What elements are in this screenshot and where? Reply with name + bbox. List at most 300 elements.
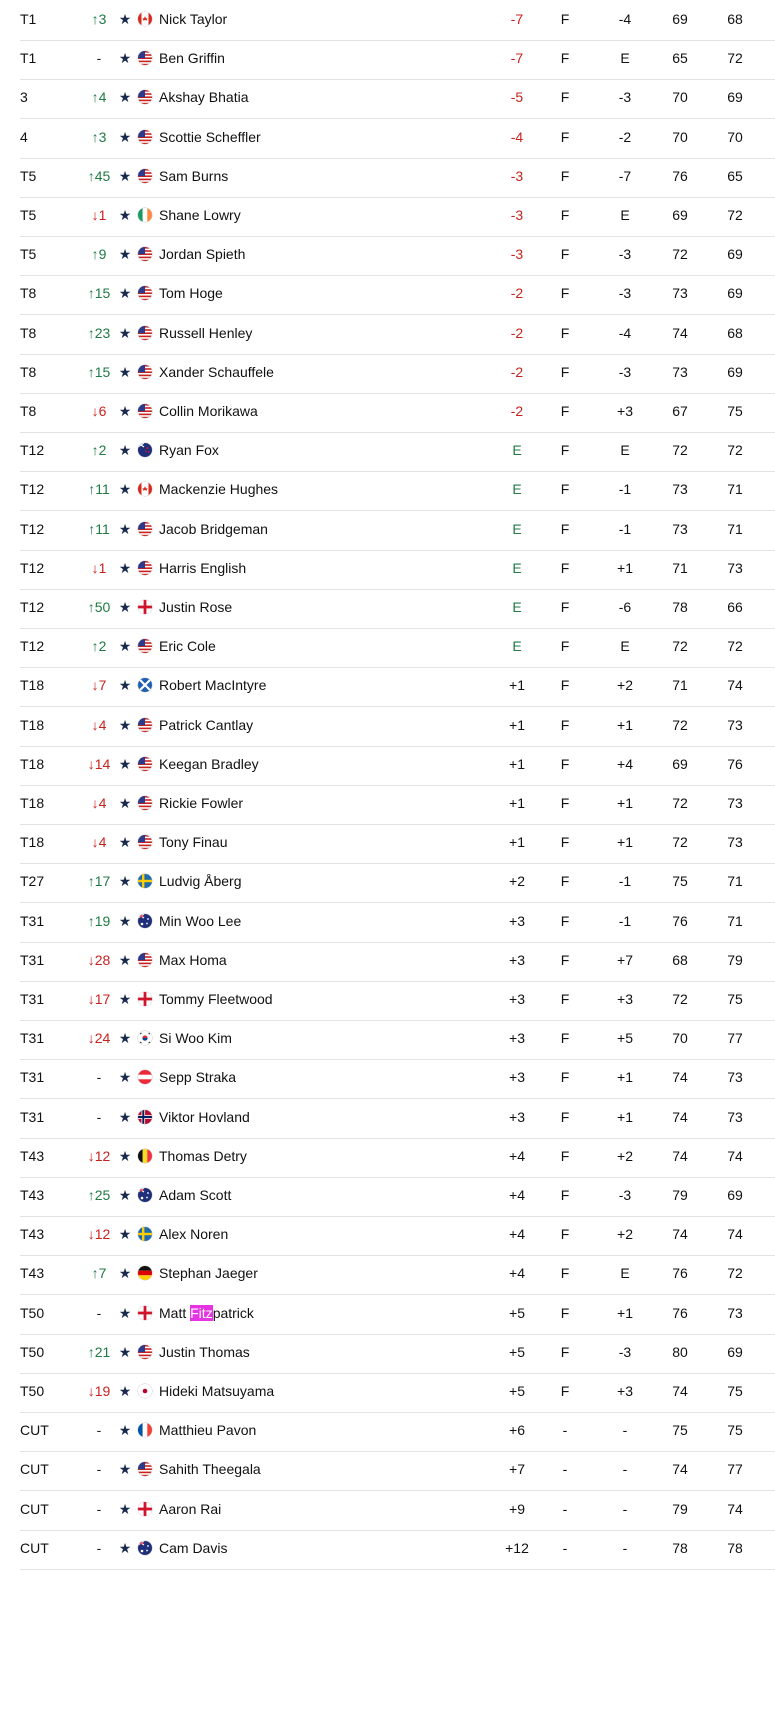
today-score: -3	[618, 363, 632, 380]
position-movement: ↑50	[87, 599, 111, 615]
country-flag-icon	[138, 1345, 152, 1359]
favorite-star-icon[interactable]: ★	[118, 755, 132, 772]
favorite-star-icon[interactable]: ★	[118, 285, 132, 302]
total-to-par: -3	[510, 167, 524, 184]
leaderboard-row[interactable]	[20, 194, 775, 237]
favorite-star-icon[interactable]: ★	[118, 1226, 132, 1243]
round-2-score: 73	[727, 1069, 743, 1086]
leaderboard-row[interactable]	[20, 116, 775, 159]
favorite-star-icon[interactable]: ★	[118, 403, 132, 419]
country-flag-icon	[138, 1423, 152, 1437]
favorite-star-icon[interactable]: ★	[118, 638, 132, 655]
position: T1	[20, 11, 37, 27]
leaderboard-row[interactable]	[20, 978, 775, 1021]
player-name[interactable]: Scottie Scheffler	[159, 128, 261, 145]
thru: F	[560, 442, 570, 459]
position-movement: ↑15	[87, 285, 111, 302]
total-to-par: +5	[509, 1343, 525, 1360]
round-1-score: 70	[672, 89, 688, 106]
favorite-star-icon[interactable]: ★	[118, 89, 132, 106]
player-name[interactable]: Collin Morikawa	[159, 403, 258, 419]
leaderboard-row[interactable]	[20, 743, 775, 786]
country-flag-icon	[138, 522, 152, 536]
favorite-star-icon[interactable]: ★	[118, 481, 132, 498]
country-flag-icon	[138, 561, 152, 575]
player-name[interactable]: Justin Thomas	[159, 1343, 250, 1360]
leaderboard-row[interactable]	[20, 76, 775, 119]
favorite-star-icon[interactable]: ★	[118, 207, 132, 223]
favorite-star-icon[interactable]: ★	[118, 677, 132, 694]
player-name[interactable]: Adam Scott	[159, 1187, 232, 1203]
favorite-star-icon[interactable]: ★	[118, 599, 132, 615]
position-movement: -	[96, 1304, 102, 1321]
favorite-star-icon[interactable]: ★	[118, 1422, 132, 1439]
leaderboard-row[interactable]	[20, 1056, 775, 1099]
leaderboard-row[interactable]	[20, 821, 775, 864]
leaderboard-row[interactable]	[20, 1096, 775, 1139]
favorite-star-icon[interactable]: ★	[118, 363, 132, 380]
leaderboard-row[interactable]	[20, 586, 775, 629]
country-flag-icon	[138, 639, 152, 653]
favorite-star-icon[interactable]: ★	[118, 50, 132, 67]
player-name[interactable]: Min Woo Lee	[159, 912, 242, 929]
round-1-score: 75	[672, 873, 688, 890]
position-movement: -	[96, 1422, 102, 1439]
position-movement: ↓1	[91, 559, 107, 576]
leaderboard-row[interactable]	[20, 782, 775, 825]
favorite-star-icon[interactable]: ★	[118, 873, 132, 890]
today-score: -	[622, 1500, 628, 1517]
thru: F	[560, 246, 570, 263]
round-2-score: 69	[727, 89, 743, 106]
round-2-score: 73	[727, 716, 743, 733]
leaderboard-row[interactable]	[20, 860, 775, 903]
leaderboard-row[interactable]	[20, 547, 775, 590]
favorite-star-icon[interactable]: ★	[118, 1500, 132, 1517]
favorite-star-icon[interactable]: ★	[118, 795, 132, 811]
round-2-score: 72	[727, 1265, 743, 1282]
today-score: -1	[618, 481, 632, 498]
total-to-par: +7	[509, 1461, 525, 1478]
player-name[interactable]	[159, 1292, 459, 1334]
round-1-score: 73	[672, 363, 688, 380]
thru: F	[560, 285, 570, 302]
country-flag-icon	[138, 757, 152, 771]
total-to-par: +1	[509, 795, 525, 811]
total-to-par: -7	[510, 11, 524, 27]
player-name[interactable]: Matthieu Pavon	[159, 1422, 257, 1439]
favorite-star-icon[interactable]: ★	[118, 442, 132, 459]
player-name[interactable]: Robert MacIntyre	[159, 677, 267, 694]
player-name[interactable]: Shane Lowry	[159, 207, 241, 223]
favorite-star-icon[interactable]: ★	[118, 912, 132, 929]
position-movement: ↓4	[91, 834, 107, 851]
leaderboard-row[interactable]	[20, 1252, 775, 1295]
round-2-score: 75	[727, 1383, 743, 1399]
thru: F	[560, 50, 570, 67]
position-movement: ↑17	[87, 873, 111, 890]
position: T18	[20, 755, 45, 772]
round-2-score: 72	[727, 442, 743, 459]
player-name[interactable]: Sepp Straka	[159, 1069, 237, 1086]
player-name[interactable]: Rickie Fowler	[159, 795, 244, 811]
position-movement: ↓24	[87, 1030, 111, 1047]
player-name[interactable]: Aaron Rai	[159, 1500, 222, 1517]
leaderboard-row[interactable]	[20, 351, 775, 394]
today-score: +1	[617, 559, 633, 576]
country-flag-icon	[138, 718, 152, 732]
round-1-score: 76	[672, 912, 688, 929]
leaderboard-row[interactable]	[20, 312, 775, 355]
country-flag-icon	[138, 443, 152, 457]
position-movement: ↓4	[91, 795, 107, 811]
player-name[interactable]: Sam Burns	[159, 167, 229, 184]
round-1-score: 72	[672, 716, 688, 733]
today-score: -	[622, 1461, 628, 1478]
position: T43	[20, 1226, 45, 1243]
country-flag-icon	[138, 247, 152, 261]
player-name[interactable]: Si Woo Kim	[159, 1030, 232, 1047]
round-2-score: 74	[727, 1226, 743, 1243]
country-flag-icon	[138, 1462, 152, 1476]
player-name[interactable]: Max Homa	[159, 951, 227, 968]
round-1-score: 65	[672, 50, 688, 67]
round-1-score: 72	[672, 795, 688, 811]
thru: F	[560, 1265, 570, 1282]
leaderboard-row[interactable]	[20, 1017, 775, 1060]
total-to-par: +2	[509, 873, 525, 890]
country-flag-icon	[138, 914, 152, 928]
player-name-part: Matt	[159, 1304, 191, 1321]
round-1-score: 76	[672, 1265, 688, 1282]
thru: F	[560, 834, 570, 851]
today-score: -3	[618, 285, 632, 302]
player-name[interactable]: Cam Davis	[159, 1539, 228, 1556]
favorite-star-icon[interactable]: ★	[118, 324, 132, 341]
total-to-par: +1	[509, 716, 525, 733]
thru: -	[562, 1422, 568, 1439]
position: T12	[20, 559, 45, 576]
round-2-score: 73	[727, 795, 743, 811]
round-1-score: 69	[672, 755, 688, 772]
country-flag-icon	[138, 90, 152, 104]
today-score: -1	[618, 873, 632, 890]
thru: F	[560, 1304, 570, 1321]
today-score: +5	[617, 1030, 633, 1047]
today-score: +2	[617, 1226, 633, 1243]
position: T50	[20, 1304, 45, 1321]
player-name[interactable]: Akshay Bhatia	[159, 89, 249, 106]
country-flag-icon	[138, 796, 152, 810]
position: CUT	[20, 1422, 49, 1439]
position-movement: ↑4	[91, 89, 107, 106]
round-1-score: 74	[672, 1461, 688, 1478]
thru: F	[560, 207, 570, 223]
leaderboard-row[interactable]	[20, 1135, 775, 1178]
today-score: -1	[618, 520, 632, 537]
thru: F	[560, 520, 570, 537]
round-1-score: 71	[672, 559, 688, 576]
round-2-score: 73	[727, 559, 743, 576]
position: T8	[20, 324, 37, 341]
leaderboard-row[interactable]	[20, 1527, 775, 1570]
player-name[interactable]: Jacob Bridgeman	[159, 520, 268, 537]
thru: F	[560, 1226, 570, 1243]
favorite-star-icon[interactable]: ★	[118, 1030, 132, 1047]
favorite-star-icon[interactable]: ★	[118, 1539, 132, 1556]
player-name[interactable]: Harris English	[159, 559, 247, 576]
round-1-score: 74	[672, 1147, 688, 1164]
today-score: +3	[617, 403, 633, 419]
country-flag-icon	[138, 482, 152, 496]
leaderboard-row[interactable]	[20, 664, 775, 707]
player-name[interactable]: Ludvig Åberg	[159, 873, 242, 890]
position-movement: ↑25	[87, 1187, 111, 1203]
round-2-score: 69	[727, 1343, 743, 1360]
country-flag-icon	[138, 51, 152, 65]
leaderboard-row[interactable]	[20, 900, 775, 943]
leaderboard-row[interactable]	[20, 429, 775, 472]
position: T43	[20, 1265, 45, 1282]
leaderboard-row[interactable]	[20, 155, 775, 198]
player-name[interactable]: Tom Hoge	[159, 285, 223, 302]
today-score: -3	[618, 1187, 632, 1203]
leaderboard-row[interactable]	[20, 468, 775, 511]
leaderboard-row[interactable]	[20, 1213, 775, 1256]
country-flag-icon	[138, 835, 152, 849]
position-movement: ↑11	[88, 520, 110, 537]
position: CUT	[20, 1539, 49, 1556]
today-score: +7	[617, 951, 633, 968]
round-2-score: 73	[727, 1304, 743, 1321]
favorite-star-icon[interactable]: ★	[118, 11, 132, 27]
today-score: -3	[618, 246, 632, 263]
player-name[interactable]: Tommy Fleetwood	[159, 991, 273, 1007]
position-movement: ↑3	[91, 128, 107, 145]
position-movement: ↑21	[87, 1343, 111, 1360]
favorite-star-icon[interactable]: ★	[118, 1187, 132, 1203]
leaderboard-row[interactable]	[20, 1448, 775, 1491]
total-to-par: E	[512, 559, 522, 576]
total-to-par: +1	[509, 755, 525, 772]
player-name[interactable]: Tony Finau	[159, 834, 228, 851]
thru: F	[560, 1187, 570, 1203]
favorite-star-icon[interactable]: ★	[118, 834, 132, 851]
position-movement: ↑45	[87, 167, 111, 184]
favorite-star-icon[interactable]: ★	[118, 1265, 132, 1282]
position-movement: ↑19	[87, 912, 111, 929]
position-movement: -	[96, 1108, 102, 1125]
round-2-score: 72	[727, 638, 743, 655]
favorite-star-icon[interactable]: ★	[118, 951, 132, 968]
position-movement: ↑11	[88, 481, 110, 498]
position: T5	[20, 246, 37, 263]
favorite-star-icon[interactable]: ★	[118, 716, 132, 733]
round-1-score: 74	[672, 1108, 688, 1125]
total-to-par: +3	[509, 951, 525, 968]
total-to-par: +9	[509, 1500, 525, 1517]
favorite-star-icon[interactable]: ★	[118, 1108, 132, 1125]
country-flag-icon	[138, 1149, 152, 1163]
round-1-score: 69	[672, 11, 688, 27]
country-flag-icon	[138, 1031, 152, 1045]
player-name[interactable]: Nick Taylor	[159, 11, 228, 27]
position: T27	[20, 873, 45, 890]
position: CUT	[20, 1461, 49, 1478]
country-flag-icon	[138, 208, 152, 222]
leaderboard-row[interactable]	[20, 37, 775, 80]
thru: F	[560, 755, 570, 772]
favorite-star-icon[interactable]: ★	[118, 246, 132, 263]
position-movement: ↑2	[91, 638, 107, 655]
favorite-star-icon[interactable]: ★	[118, 559, 132, 576]
round-1-score: 79	[672, 1500, 688, 1517]
position: T12	[20, 599, 45, 615]
position-movement: -	[96, 50, 102, 67]
player-name[interactable]: Viktor Hovland	[159, 1108, 250, 1125]
round-1-score: 76	[672, 167, 688, 184]
round-1-score: 79	[672, 1187, 688, 1203]
thru: F	[560, 128, 570, 145]
position-movement: ↓6	[91, 403, 107, 419]
player-name[interactable]: Hideki Matsuyama	[159, 1383, 275, 1399]
leaderboard-row[interactable]	[20, 625, 775, 668]
round-2-score: 66	[727, 599, 743, 615]
round-1-score: 74	[672, 1069, 688, 1086]
country-flag-icon	[138, 1266, 152, 1280]
total-to-par: +5	[509, 1383, 525, 1399]
favorite-star-icon[interactable]: ★	[118, 1461, 132, 1478]
player-name[interactable]: Keegan Bradley	[159, 755, 259, 772]
leaderboard-row[interactable]	[20, 1174, 775, 1217]
thru: F	[560, 89, 570, 106]
country-flag-icon	[138, 1110, 152, 1124]
today-score: +2	[617, 1147, 633, 1164]
country-flag-icon	[138, 1306, 152, 1320]
position: T8	[20, 363, 37, 380]
position-movement: -	[96, 1461, 102, 1478]
country-flag-icon	[138, 1541, 152, 1555]
position: T1	[20, 50, 37, 67]
leaderboard-row[interactable]	[20, 390, 775, 433]
thru: F	[560, 11, 570, 27]
today-score: +3	[617, 1383, 633, 1399]
today-score: +1	[617, 1108, 633, 1125]
leaderboard-row[interactable]	[20, 1370, 775, 1413]
total-to-par: E	[512, 442, 522, 459]
leaderboard-row[interactable]	[20, 233, 775, 276]
position: T8	[20, 403, 37, 419]
favorite-star-icon[interactable]: ★	[118, 520, 132, 537]
round-1-score: 67	[672, 403, 688, 419]
total-to-par: -5	[510, 89, 524, 106]
player-name[interactable]: Ben Griffin	[159, 50, 225, 67]
position: T43	[20, 1147, 45, 1164]
round-1-score: 75	[672, 1422, 688, 1439]
position-movement: ↓4	[91, 716, 107, 733]
player-name[interactable]: Stephan Jaeger	[159, 1265, 258, 1282]
today-score: -	[622, 1422, 628, 1439]
favorite-star-icon[interactable]: ★	[118, 991, 132, 1007]
total-to-par: +1	[509, 834, 525, 851]
leaderboard-row[interactable]	[20, 1488, 775, 1531]
position: T31	[20, 912, 45, 929]
today-score: E	[620, 442, 630, 459]
round-1-score: 73	[672, 481, 688, 498]
round-2-score: 74	[727, 1500, 743, 1517]
total-to-par: +5	[509, 1304, 525, 1321]
position: T5	[20, 167, 37, 184]
round-1-score: 73	[672, 520, 688, 537]
leaderboard-row[interactable]	[20, 0, 775, 41]
round-2-score: 69	[727, 1187, 743, 1203]
player-name[interactable]: Mackenzie Hughes	[159, 481, 279, 498]
thru: F	[560, 1069, 570, 1086]
favorite-star-icon[interactable]: ★	[118, 1147, 132, 1164]
favorite-star-icon[interactable]: ★	[118, 1304, 132, 1321]
thru: F	[560, 1030, 570, 1047]
position-movement: ↓1	[91, 207, 107, 223]
player-name[interactable]: Jordan Spieth	[159, 246, 246, 263]
leaderboard-row[interactable]	[20, 704, 775, 747]
today-score: E	[620, 207, 630, 223]
favorite-star-icon[interactable]: ★	[118, 128, 132, 145]
player-name[interactable]: Justin Rose	[159, 599, 233, 615]
total-to-par: E	[512, 638, 522, 655]
round-2-score: 68	[727, 11, 743, 27]
today-score: E	[620, 638, 630, 655]
player-name[interactable]: Thomas Detry	[159, 1147, 247, 1164]
total-to-par: -2	[510, 403, 524, 419]
round-1-score: 78	[672, 1539, 688, 1556]
thru: F	[560, 559, 570, 576]
leaderboard-row[interactable]	[20, 1292, 775, 1335]
position: T31	[20, 1108, 45, 1125]
total-to-par: +6	[509, 1422, 525, 1439]
thru: F	[560, 1108, 570, 1125]
leaderboard-row[interactable]	[20, 1409, 775, 1452]
player-name[interactable]: Patrick Cantlay	[159, 716, 254, 733]
round-1-score: 72	[672, 991, 688, 1007]
player-name[interactable]: Russell Henley	[159, 324, 253, 341]
leaderboard-row[interactable]	[20, 272, 775, 315]
favorite-star-icon[interactable]: ★	[118, 1343, 132, 1360]
favorite-star-icon[interactable]: ★	[118, 167, 132, 184]
today-score: +2	[617, 677, 633, 694]
round-1-score: 72	[672, 442, 688, 459]
player-name[interactable]: Sahith Theegala	[159, 1461, 261, 1478]
thru: -	[562, 1500, 568, 1517]
player-name[interactable]: Ryan Fox	[159, 442, 219, 459]
thru: F	[560, 873, 570, 890]
today-score: -3	[618, 1343, 632, 1360]
player-name[interactable]: Eric Cole	[159, 638, 216, 655]
player-name[interactable]: Xander Schauffele	[159, 363, 274, 380]
round-2-score: 71	[727, 481, 743, 498]
favorite-star-icon[interactable]: ★	[118, 1383, 132, 1399]
position: T31	[20, 951, 45, 968]
round-1-score: 80	[672, 1343, 688, 1360]
position-movement: ↓28	[87, 951, 111, 968]
round-1-score: 78	[672, 599, 688, 615]
total-to-par: E	[512, 599, 522, 615]
favorite-star-icon[interactable]: ★	[118, 1069, 132, 1086]
leaderboard-row[interactable]	[20, 939, 775, 982]
leaderboard-row[interactable]	[20, 508, 775, 551]
country-flag-icon	[138, 953, 152, 967]
player-name[interactable]: Alex Noren	[159, 1226, 229, 1243]
leaderboard-row[interactable]	[20, 1331, 775, 1374]
